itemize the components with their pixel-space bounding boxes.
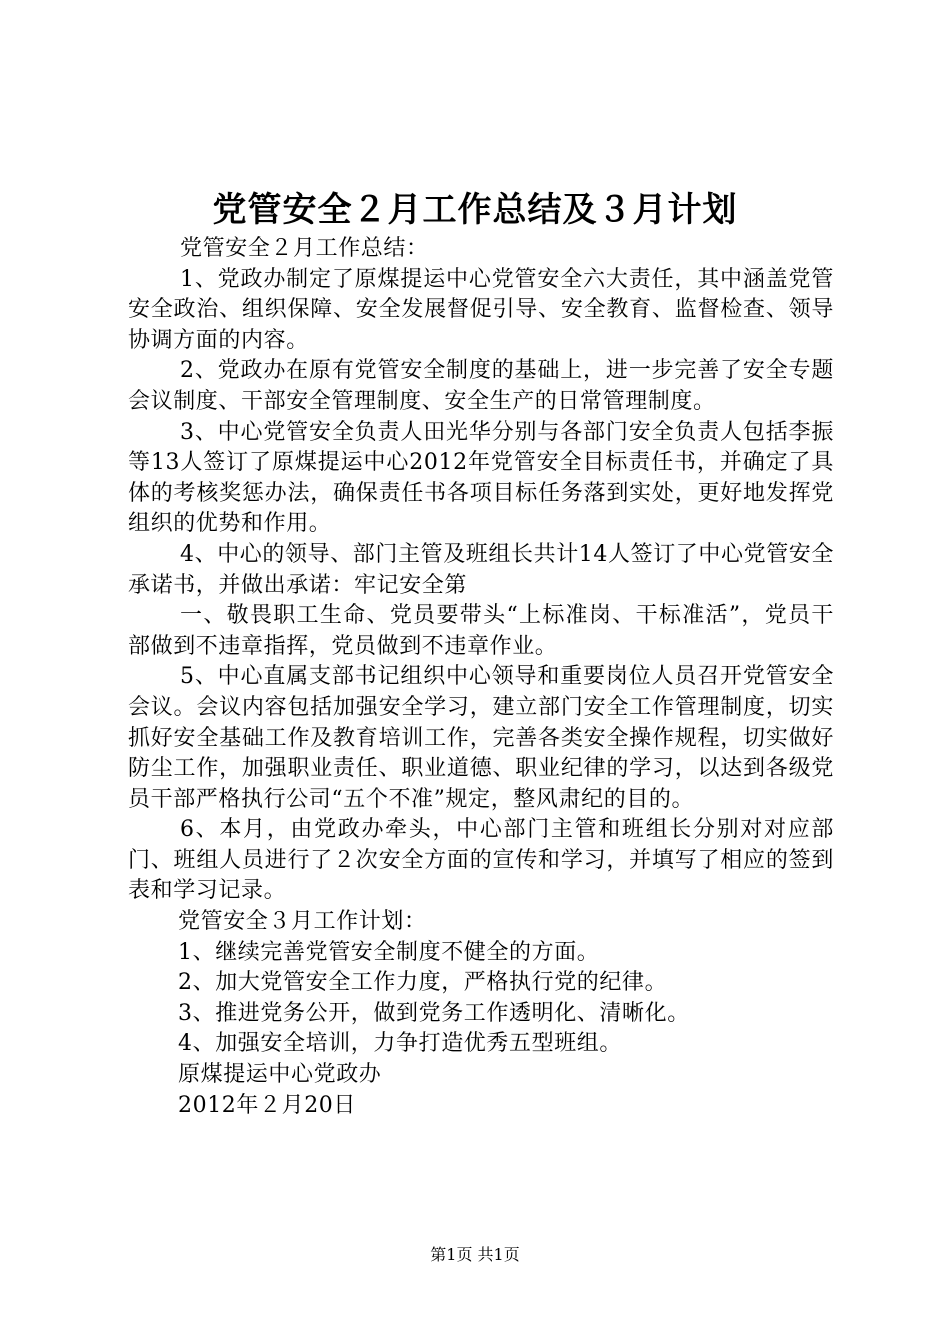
summary-item-6: 6、本月，由党政办牵头，中心部门主管和班组长分别对对应部门、班组人员进行了２次安全方面的宣传和学习，并填写了相应的签到表和学习记录。 [128, 817, 834, 904]
plan-item-1: 1、继续完善党管安全制度不健全的方面。 [178, 939, 600, 965]
plan-item-3: 3、推进党务公开，做到党务工作透明化、清晰化。 [178, 1000, 690, 1026]
section-heading-march-plan: 党管安全３月工作计划： [178, 909, 427, 935]
summary-item-3: 3、中心党管安全负责人田光华分别与各部门安全负责人包括李振等13人签订了原煤提运中心2012年党管安全目标责任书，并确定了具体的考核奖惩办法，确保责任书各项目标任务落到实处，更好地发挥党组织的优势和作用。 [128, 419, 834, 537]
signature-date: 2012年２月20日 [178, 1092, 356, 1118]
document-body [128, 234, 834, 1121]
summary-item-1: 1、党政办制定了原煤提运中心党管安全六大责任，其中涵盖党管安全政治、组织保障、安全发展督促引导、安全教育、监督检查、领导协调方面的内容。 [128, 266, 834, 353]
document-title: 党管安全２月工作总结及３月计划 [212, 190, 738, 230]
plan-item-2: 2、加大党管安全工作力度，严格执行党的纪律。 [178, 970, 668, 996]
signature-organization: 原煤提运中心党政办 [178, 1062, 382, 1088]
summary-item-4: 4、中心的领导、部门主管及班组长共计14人签订了中心党管安全承诺书，并做出承诺：牢记安全第 [128, 541, 834, 598]
summary-item-4-continued: 一、敬畏职工生命、党员要带头“上标准岗、干标准活”，党员干部做到不违章指挥，党员做到不违章作业。 [128, 603, 834, 659]
summary-item-2: 2、党政办在原有党管安全制度的基础上，进一步完善了安全专题会议制度、干部安全管理制度、安全生产的日常管理制度。 [128, 358, 834, 414]
summary-item-5: 5、中心直属支部书记组织中心领导和重要岗位人员召开党管安全会议。会议内容包括加强安全学习，建立部门安全工作管理制度，切实抓好安全基础工作及教育培训工作，完善各类安全操作规程，切实做好防尘工作，加强职业责任、职业道德、职业纪律的学习，以达到各级党员干部严格执行公司“五个不准”规定，整风肃纪的目的。 [128, 664, 834, 812]
page-number-footer: 第1页 共1页 [430, 1245, 520, 1264]
section-heading-february-summary: 党管安全２月工作总结： [180, 236, 429, 261]
plan-item-4: 4、加强安全培训，力争打造优秀五型班组。 [178, 1031, 622, 1057]
